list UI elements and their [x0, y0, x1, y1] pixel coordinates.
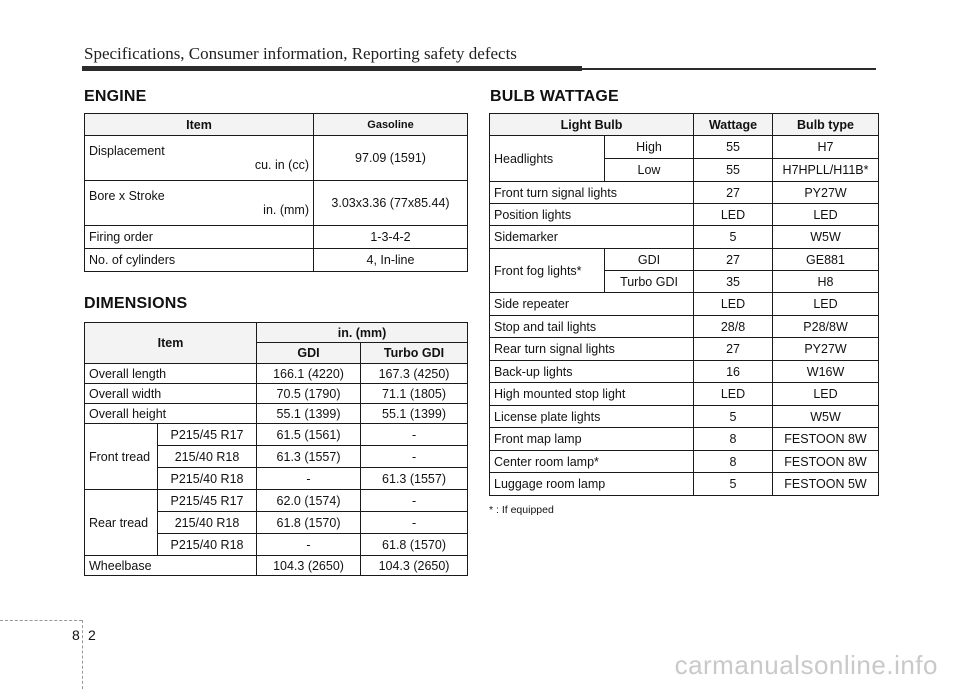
overall-height-turbo: 55.1 (1399) — [361, 404, 468, 424]
front-tread-label: Front tread — [85, 424, 158, 490]
luggage-wattage: 5 — [694, 473, 773, 496]
watermark: carmanualsonline.info — [674, 650, 938, 680]
engine-row-displacement — [85, 136, 314, 181]
overall-width-turbo: 71.1 (1805) — [361, 384, 468, 404]
firing-value: 1-3-4-2 — [314, 226, 468, 249]
position-wattage: LED — [694, 204, 773, 226]
displacement-value: 97.09 (1591) — [314, 136, 468, 181]
front-fog-gdi-sub: GDI — [605, 249, 694, 271]
page-number-chapter: 8 — [72, 627, 80, 643]
backup-label: Back-up lights — [490, 361, 694, 383]
license-wattage: 5 — [694, 406, 773, 428]
high-stop-wattage: LED — [694, 383, 773, 406]
overall-length-gdi: 166.1 (4220) — [257, 364, 361, 384]
headlights-low-type: H7HPLL/H11B* — [773, 159, 879, 182]
front-fog-turbo-wattage: 35 — [694, 271, 773, 293]
front-tread-tire: P215/45 R17 — [158, 424, 257, 446]
firing-label: Firing order — [85, 226, 314, 249]
engine-section-title: ENGINE — [84, 88, 147, 105]
luggage-label: Luggage room lamp — [490, 473, 694, 496]
rear-turn-label: Rear turn signal lights — [490, 338, 694, 361]
front-tread-turbo: - — [361, 446, 468, 468]
headlights-low-sub: Low — [605, 159, 694, 182]
front-turn-wattage: 27 — [694, 182, 773, 204]
engine-col-item: Item — [85, 114, 314, 136]
header-rule-thin — [582, 68, 876, 70]
displacement-unit: cu. in (cc) — [254, 158, 309, 172]
rear-tread-label: Rear tread — [85, 490, 158, 556]
overall-width-gdi: 70.5 (1790) — [257, 384, 361, 404]
wheelbase-label: Wheelbase — [85, 556, 257, 576]
dim-col-turbo: Turbo GDI — [361, 343, 468, 364]
rear-tread-gdi: 61.8 (1570) — [257, 512, 361, 534]
front-fog-turbo-type: H8 — [773, 271, 879, 293]
center-room-type: FESTOON 8W — [773, 451, 879, 473]
center-room-label: Center room lamp* — [490, 451, 694, 473]
side-repeater-wattage: LED — [694, 293, 773, 316]
front-map-wattage: 8 — [694, 428, 773, 451]
luggage-type: FESTOON 5W — [773, 473, 879, 496]
cylinders-value: 4, In-line — [314, 249, 468, 272]
overall-width-label: Overall width — [85, 384, 257, 404]
front-map-label: Front map lamp — [490, 428, 694, 451]
front-tread-gdi: 61.5 (1561) — [257, 424, 361, 446]
front-tread-tire: P215/40 R18 — [158, 468, 257, 490]
license-label: License plate lights — [490, 406, 694, 428]
bulb-col-wattage: Wattage — [694, 114, 773, 136]
headlights-high-sub: High — [605, 136, 694, 159]
front-tread-gdi: 61.3 (1557) — [257, 446, 361, 468]
bulb-col-type: Bulb type — [773, 114, 879, 136]
bulb-col-light: Light Bulb — [490, 114, 694, 136]
front-map-type: FESTOON 8W — [773, 428, 879, 451]
stop-tail-label: Stop and tail lights — [490, 316, 694, 338]
bore-unit: in. (mm) — [263, 203, 309, 217]
front-tread-turbo: - — [361, 424, 468, 446]
rear-tread-turbo: - — [361, 512, 468, 534]
dimensions-section-title: DIMENSIONS — [84, 295, 188, 312]
high-stop-label: High mounted stop light — [490, 383, 694, 406]
page-number-page: 2 — [88, 627, 96, 643]
side-repeater-label: Side repeater — [490, 293, 694, 316]
page-header-title: Specifications, Consumer information, Reporting safety defects — [84, 44, 517, 63]
crop-mark-vertical — [82, 620, 83, 689]
front-fog-turbo-sub: Turbo GDI — [605, 271, 694, 293]
bulb-footnote: * : If equipped — [489, 504, 554, 516]
overall-height-gdi: 55.1 (1399) — [257, 404, 361, 424]
center-room-wattage: 8 — [694, 451, 773, 473]
rear-turn-type: PY27W — [773, 338, 879, 361]
stop-tail-wattage: 28/8 — [694, 316, 773, 338]
engine-row-bore — [85, 181, 314, 226]
license-type: W5W — [773, 406, 879, 428]
headlights-low-wattage: 55 — [694, 159, 773, 182]
header-rule-thick — [82, 66, 582, 71]
headlights-high-wattage: 55 — [694, 136, 773, 159]
displacement-label: Displacement — [89, 144, 165, 158]
dim-col-unit: in. (mm) — [257, 323, 468, 343]
dim-col-item: Item — [85, 323, 257, 364]
front-turn-type: PY27W — [773, 182, 879, 204]
front-tread-tire: 215/40 R18 — [158, 446, 257, 468]
bore-value: 3.03x3.36 (77x85.44) — [314, 181, 468, 226]
rear-turn-wattage: 27 — [694, 338, 773, 361]
front-turn-label: Front turn signal lights — [490, 182, 694, 204]
high-stop-type: LED — [773, 383, 879, 406]
wheelbase-gdi: 104.3 (2650) — [257, 556, 361, 576]
headlights-high-type: H7 — [773, 136, 879, 159]
front-fog-gdi-type: GE881 — [773, 249, 879, 271]
position-type: LED — [773, 204, 879, 226]
position-label: Position lights — [490, 204, 694, 226]
dim-col-gdi: GDI — [257, 343, 361, 364]
overall-height-label: Overall height — [85, 404, 257, 424]
rear-tread-turbo: 61.8 (1570) — [361, 534, 468, 556]
bulb-table — [489, 113, 879, 496]
sidemarker-label: Sidemarker — [490, 226, 694, 249]
front-fog-gdi-wattage: 27 — [694, 249, 773, 271]
front-tread-turbo: 61.3 (1557) — [361, 468, 468, 490]
side-repeater-type: LED — [773, 293, 879, 316]
rear-tread-gdi: - — [257, 534, 361, 556]
rear-tread-turbo: - — [361, 490, 468, 512]
backup-wattage: 16 — [694, 361, 773, 383]
rear-tread-tire: P215/40 R18 — [158, 534, 257, 556]
overall-length-turbo: 167.3 (4250) — [361, 364, 468, 384]
sidemarker-wattage: 5 — [694, 226, 773, 249]
overall-length-label: Overall length — [85, 364, 257, 384]
bulb-section-title: BULB WATTAGE — [490, 88, 619, 105]
rear-tread-tire: 215/40 R18 — [158, 512, 257, 534]
dimensions-table — [84, 322, 468, 576]
engine-col-gasoline: Gasoline — [314, 114, 468, 136]
front-tread-gdi: - — [257, 468, 361, 490]
front-fog-label: Front fog lights* — [490, 249, 605, 293]
sidemarker-type: W5W — [773, 226, 879, 249]
backup-type: W16W — [773, 361, 879, 383]
headlights-label: Headlights — [490, 136, 605, 182]
wheelbase-turbo: 104.3 (2650) — [361, 556, 468, 576]
crop-mark-horizontal — [0, 620, 82, 621]
rear-tread-tire: P215/45 R17 — [158, 490, 257, 512]
rear-tread-gdi: 62.0 (1574) — [257, 490, 361, 512]
cylinders-label: No. of cylinders — [85, 249, 314, 272]
bore-label: Bore x Stroke — [89, 189, 165, 203]
stop-tail-type: P28/8W — [773, 316, 879, 338]
engine-table — [84, 113, 468, 272]
